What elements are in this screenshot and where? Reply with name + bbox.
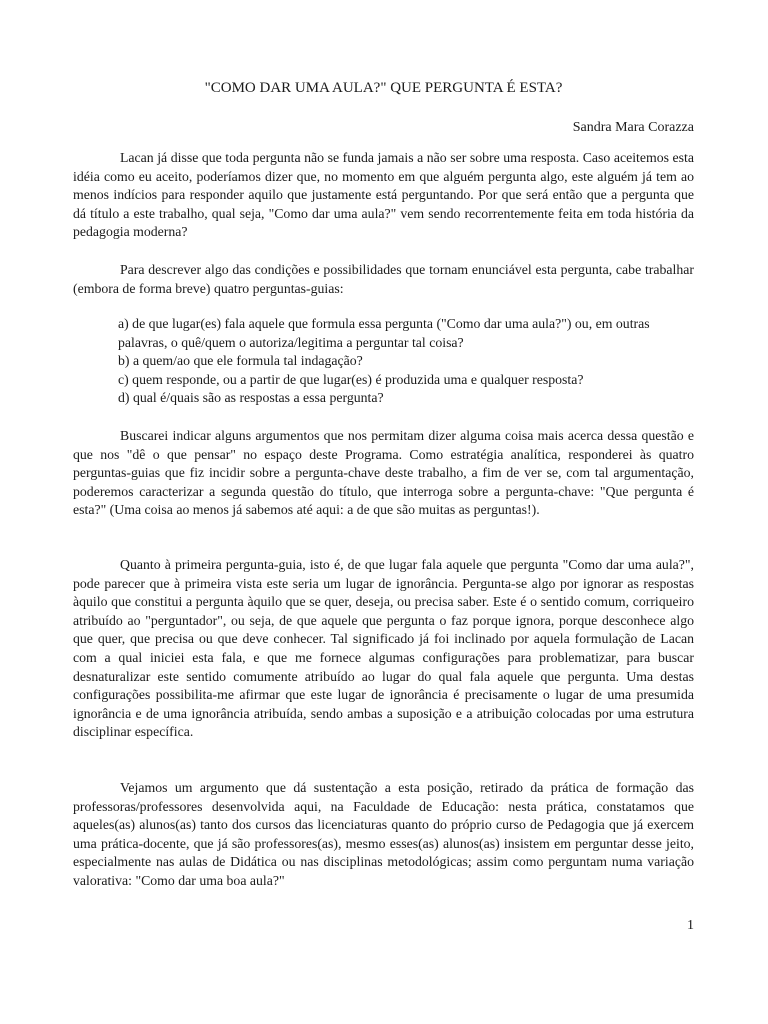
author-name: Sandra Mara Corazza [572,120,694,135]
guide-question-b: b) a quem/ao que ele formula tal indagação? [118,353,363,369]
paragraph-5: Vejamos um argumento que dá sustentação a esta posição, retirado da prática de formação das professoras/professores desenvolvida aqui, na Faculdade de Educação: nesta prática, constatamos que aqueles(as) alunos(as) tanto dos cursos das licenciaturas quanto do próprio curso de Pedagogia que já exercem uma prática-docente, que já são professores(as), mesmo esses(as) alunos(as) insistem em perguntar desse jeito, especialmente nas aulas de Didática ou nas disciplinas metodológicas; assim como perguntam numa variação valorativa: "Como dar uma boa aula?" [73,780,694,888]
document-page [73,0,694,1024]
page-number: 1 [687,918,694,933]
paragraph-4: Quanto à primeira pergunta-guia, isto é, de que lugar fala aquele que pergunta "Como dar uma aula?", pode parecer que à primeira vista este seria um lugar de ignorância. Pergunta-se algo por ignorar as respostas àquilo que constitui a pergunta àquilo que se quer, deseja, ou precisa saber. Este é o sentido comum, corriqueiro atribuído ao "perguntador", ou seja, de que aquele que pergunta o faz porque ignora, porque desconhece algo que quer, que precisa ou que deve conhecer. Tal significado já foi inclinado por aquela formulação de Lacan com a qual iniciei esta fala, e que me fornece algumas configurações para problematizar, para buscar desnaturalizar este sentido comumente atribuído ao lugar do qual fala aquele que pergunta. Uma destas configurações possibilita-me afirmar que este lugar de ignorância é precisamente o lugar de uma presumida ignorância e de uma ignorância atribuída, sendo ambas a suposição e a atribuição colocadas por uma estrutura disciplinar específica. [73,557,694,740]
guide-question-a: a) de que lugar(es) fala aquele que formula essa pergunta ("Como dar uma aula?") ou, em outras palavras, o quê/quem o autoriza/legitima a perguntar tal coisa? [118,316,650,350]
guide-question-d: d) qual é/quais são as respostas a essa pergunta? [118,390,384,406]
guide-question-c: c) quem responde, ou a partir de que lugar(es) é produzida uma e qualquer resposta? [118,371,584,387]
guide-questions-list [118,315,694,408]
document-title: "COMO DAR UMA AULA?" QUE PERGUNTA É ESTA? [204,80,563,96]
paragraph-2: Para descrever algo das condições e possibilidades que tornam enunciável esta pergunta, cabe trabalhar (embora de forma breve) quatro perguntas-guias: [73,262,694,296]
paragraph-3: Buscarei indicar alguns argumentos que nos permitam dizer alguma coisa mais acerca dessa questão e que nos "dê o que pensar" no espaço deste Programa. Como estratégia analítica, responderei às quatro perguntas-guias que fiz incidir sobre a pergunta-chave deste trabalho, a fim de ver se, com tal argumentação, poderemos caracterizar a segunda questão do título, que interroga sobre a pergunta-chave: "Que pergunta é esta?" (Uma coisa ao menos já sabemos até aqui: a de que são muitas as perguntas!). [73,428,694,518]
paragraph-1: Lacan já disse que toda pergunta não se funda jamais a não ser sobre uma resposta. Caso aceitemos esta idéia como eu aceito, poderíamos dizer que, no momento em que alguém pergunta algo, este alguém já tem ao menos indícios para responder aquilo que justamente está perguntando. Por que será então que a pergunta que dá título a este trabalho, qual seja, "Como dar uma aula?" vem sendo recorrentemente feita em toda história da pedagogia moderna? [73,150,694,240]
